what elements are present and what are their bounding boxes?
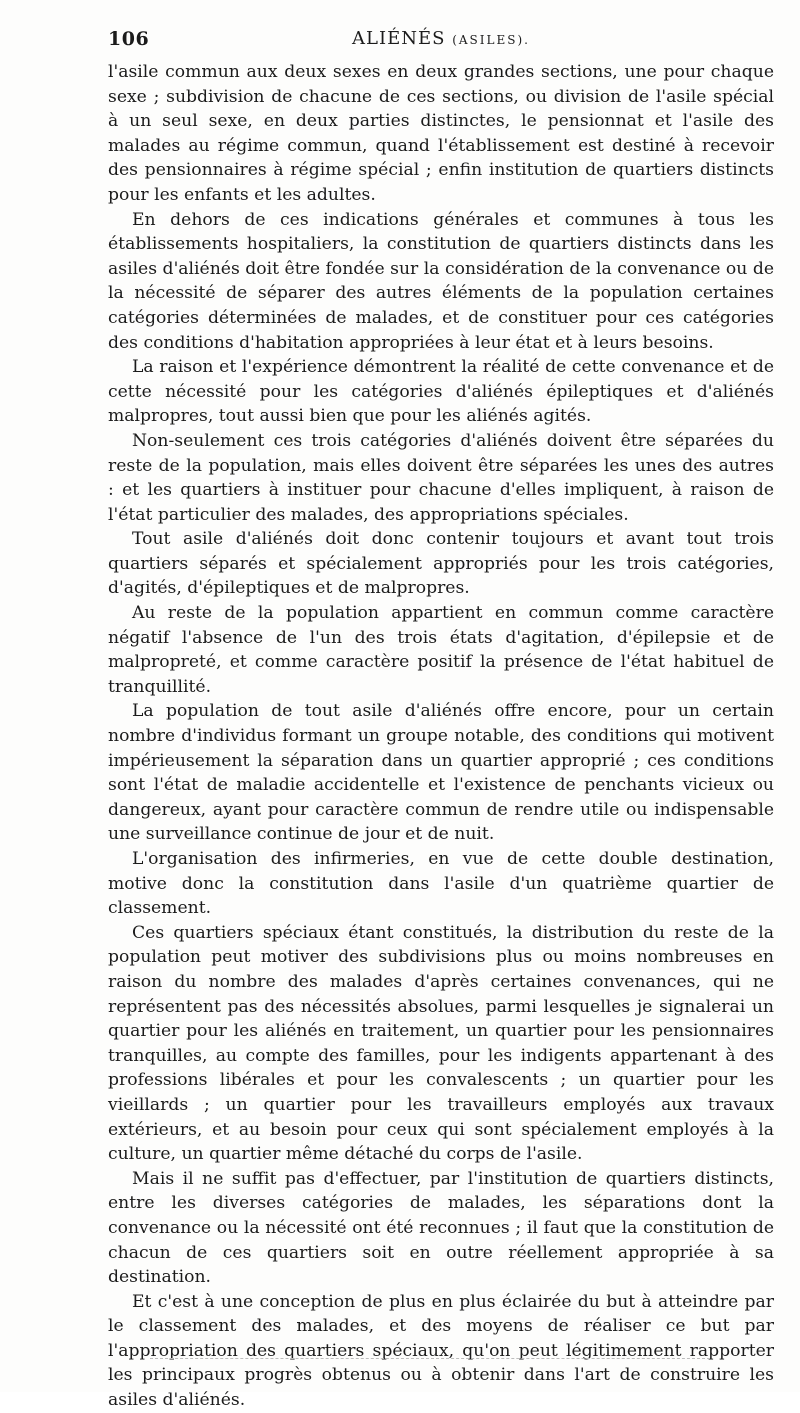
running-head: [108, 28, 774, 54]
paragraph: L'organisation des infirmeries, en vue de cette double destination, motive donc la constitution dans l'asile d'un quatrième quartier de classement.: [108, 849, 774, 919]
running-title-main: ALIÉNÉS: [352, 28, 446, 49]
page-number: 106: [108, 28, 150, 50]
bottom-scan-rule: [150, 1358, 710, 1359]
paragraph: Et c'est à une conception de plus en plus éclairée du but à atteindre par le classement des malades, et des moyens de réaliser ce but par l'appropriation des quartiers spéciaux, qu'on peut légitimement rapporter les principaux progrès obtenus ou à obtenir dans l'art de construire les asiles d'aliénés.: [108, 1291, 774, 1411]
running-title: [108, 28, 774, 49]
paragraph: Tout asile d'aliénés doit donc contenir toujours et avant tout trois quartiers séparés et spécialement appropriés pour les trois catégories, d'agités, d'épileptiques et de malpropres.: [108, 529, 774, 599]
paragraph: Au reste de la population appartient en commun comme caractère négatif l'absence de l'un des trois états d'agitation, d'épilepsie et de malpropreté, et comme caractère positif la présence de l'état habituel de tranquillité.: [108, 603, 774, 697]
paragraph: Non-seulement ces trois catégories d'aliénés doivent être séparées du reste de la population, mais elles doivent être séparées les unes des autres : et les quartiers à instituer pour chacune d'elles impliquent, à raison de l'état particulier des malades, des appropriations spéciales.: [108, 430, 774, 525]
paragraph: En dehors de ces indications générales et communes à tous les établissements hospitaliers, la constitution de quartiers distincts dans les asiles d'aliénés doit être fondée sur la considération de la convenance ou de la nécessité de séparer des autres éléments de la population certaines catégories déterminées de malades, et de constituer pour ces catégories des conditions d'habitation appropriées à leur état et à leurs besoins.: [108, 209, 774, 353]
paragraph: La raison et l'expérience démontrent la réalité de cette convenance et de cette nécessité pour les catégories d'aliénés épileptiques et d'aliénés malpropres, tout aussi bien que pour les aliénés agités.: [108, 357, 774, 427]
paragraph: l'asile commun aux deux sexes en deux grandes sections, une pour chaque sexe ; subdivision de chacune de ces sections, ou division de l'asile spécial à un seul sexe, en deux parties distinctes, le pensionnat et l'asile des malades au régime commun, quand l'établissement est destiné à recevoir des pensionnaires à régime spécial ; enfin institution de quartiers distincts pour les enfants et les adultes.: [108, 62, 774, 205]
body-text: [108, 60, 774, 1413]
paragraph: La population de tout asile d'aliénés offre encore, pour un certain nombre d'individus formant un groupe notable, des conditions qui motivent impérieusement la séparation dans un quartier approprié ; ces conditions sont l'état de maladie accidentelle et l'existence de penchants vicieux ou dangereux, ayant pour caractère commun de rendre utile ou indispensable une surveillance continue de jour et de nuit.: [108, 701, 774, 845]
running-title-sub: (ASILES).: [452, 33, 530, 47]
paragraph: Mais il ne suffit pas d'effectuer, par l'institution de quartiers distincts, entre les diverses catégories de malades, les séparations dont la convenance ou la nécessité ont été reconnues ; il faut que la constitution de chacun de ces quartiers soit en outre réellement appropriée à sa destination.: [108, 1168, 774, 1288]
paragraph: Ces quartiers spéciaux étant constitués, la distribution du reste de la population peut motiver des subdivisions plus ou moins nombreuses en raison du nombre des malades d'après certaines convenances, qui ne représentent pas des nécessités absolues, parmi lesquelles je signalerai un quartier pour les aliénés en traitement, un quartier pour les pensionnaires tranquilles, au compte des familles, pour les indigents appartenant à des professions libérales et pour les convalescents ; un quartier pour les vieillards ; un quartier pour les travailleurs employés aux travaux extérieurs, et au besoin pour ceux qui sont spécialement employés à la culture, un quartier même détaché du corps de l'asile.: [108, 922, 774, 1165]
